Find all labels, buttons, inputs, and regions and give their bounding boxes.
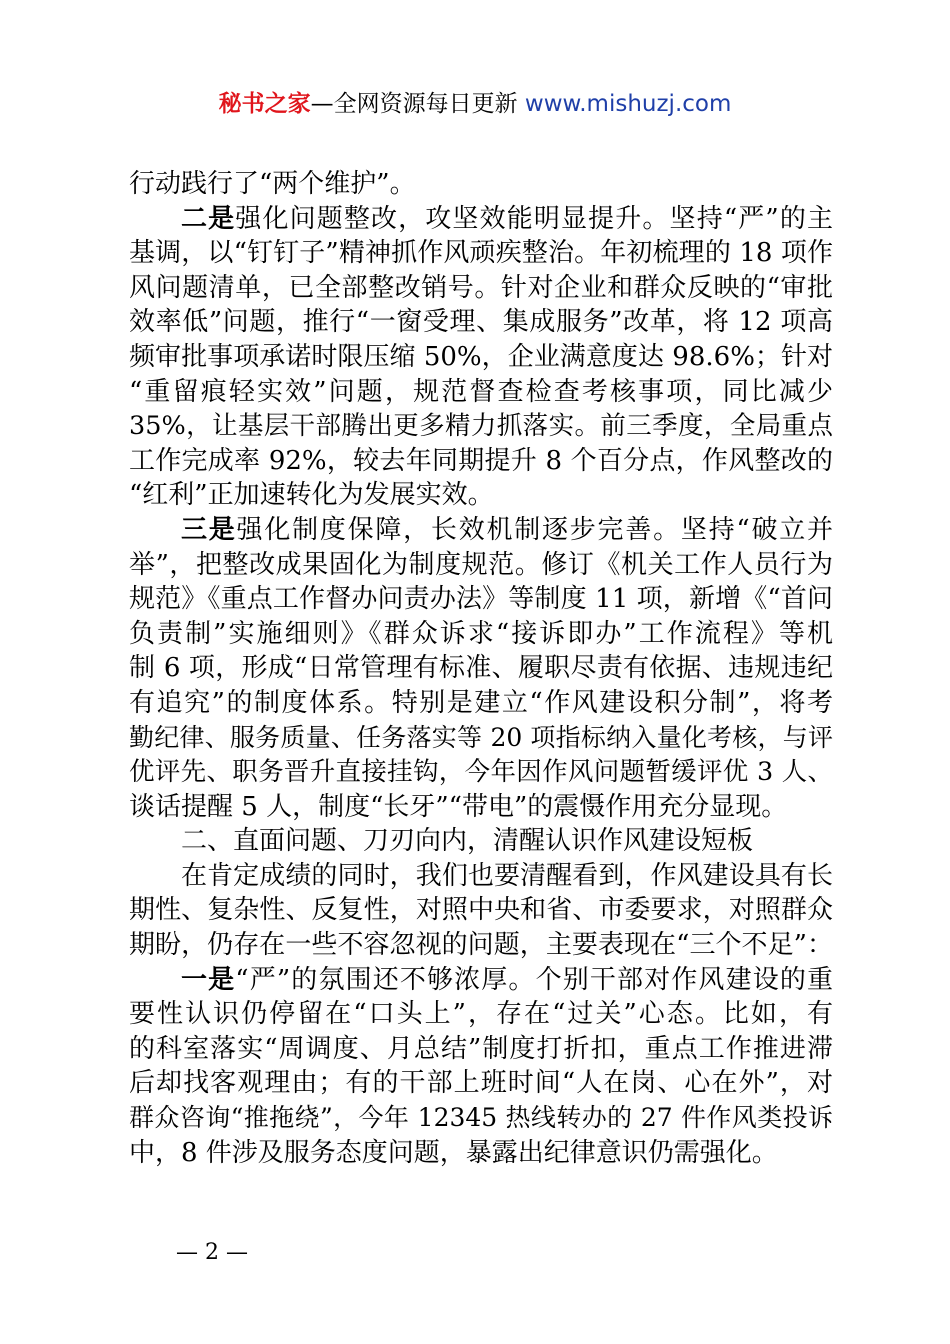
line-text: 谈话提醒 5 人，制度“长牙”“带电”的震慑作用充分显现。 (129, 791, 788, 822)
line-text: “严”的氛围还不够浓厚。个别干部对作风建设的重 (235, 964, 833, 995)
text-line (129, 375, 833, 410)
paragraph-lead: 三是 (181, 514, 237, 545)
text-line (129, 963, 833, 998)
line-text: 35%，让基层干部腾出更多精力抓落实。前三季度，全局重点 (129, 411, 833, 442)
text-line (129, 651, 833, 686)
paragraph-lead: 二是 (181, 203, 236, 234)
line-text: 后却找客观理由；有的干部上班时间“人在岗、心在外”，对 (129, 1068, 833, 1099)
text-line (129, 1032, 833, 1067)
header-tagline: —全网资源每日更新 (310, 91, 525, 117)
line-text: 二、直面问题、刀刃向内，清醒认识作风建设短板 (181, 826, 754, 857)
line-text: 强化问题整改，攻坚效能明显提升。坚持“严”的主 (235, 203, 833, 234)
text-line (129, 790, 833, 825)
line-text: 负责制”实施细则》《群众诉求“接诉即办”工作流程》等机 (129, 618, 833, 649)
line-text: 工作完成率 92%，较去年同期提升 8 个百分点，作风整改的 (129, 445, 833, 476)
text-line (129, 167, 833, 202)
line-text: 频审批事项承诺时限压缩 50%，企业满意度达 98.6%；针对 (129, 341, 833, 372)
line-text: 优评先、职务晋升直接挂钩，今年因作风问题暂缓评优 3 人、 (129, 757, 833, 788)
text-line (129, 582, 833, 617)
line-text: 行动践行了“两个维护”。 (129, 169, 416, 199)
page-number: — 2 — (176, 1240, 248, 1265)
text-line (129, 824, 833, 859)
text-line (129, 340, 833, 375)
paragraph-lead: 一是 (181, 964, 236, 995)
line-text: 群众咨询“推拖绕”，今年 12345 热线转办的 27 件作风类投诉 (129, 1103, 833, 1133)
line-text: 制 6 项，形成“日常管理有标准、履职尽责有依据、违规违纪 (129, 653, 833, 684)
line-text: 举”，把整改成果固化为制度规范。修订《机关工作人员行为 (129, 549, 833, 580)
text-line (129, 513, 833, 548)
text-line (129, 1066, 833, 1101)
line-text: 期性、复杂性、反复性，对照中央和省、市委要求，对照群众 (129, 895, 833, 926)
line-text: 规范》《重点工作督办问责办法》等制度 11 项，新增《“首问 (129, 584, 833, 615)
line-text: 勤纪律、服务质量、任务落实等 20 项指标纳入量化考核，与评 (129, 722, 833, 752)
line-text: 强化制度保障，长效机制逐步完善。坚持“破立并 (236, 514, 833, 545)
line-text: “红利”正加速转化为发展实效。 (129, 480, 494, 511)
line-text: 在肯定成绩的同时，我们也要清醒看到，作风建设具有长 (181, 860, 833, 891)
line-text: 效率低”问题，推行“一窗受理、集成服务”改革，将 12 项高 (129, 307, 833, 338)
site-url-link[interactable]: www.mishuzj.com (524, 91, 732, 117)
site-brand-name: 秘书之家 (218, 91, 311, 117)
text-line (129, 409, 833, 444)
text-line (129, 202, 833, 237)
text-line (129, 1101, 833, 1136)
text-line (129, 755, 833, 790)
line-text: 期盼，仍存在一些不容忽视的问题，主要表现在“三个不足”： (129, 930, 833, 961)
line-text: “重留痕轻实效”问题，规范督查检查考核事项，同比减少 (129, 376, 833, 407)
document-body (129, 167, 833, 1170)
text-line (129, 1136, 833, 1171)
line-text: 中，8 件涉及服务态度问题，暴露出纪律意识仍需强化。 (129, 1137, 778, 1168)
text-line (129, 236, 833, 271)
text-line (129, 893, 833, 928)
text-line (129, 548, 833, 583)
text-line (129, 478, 833, 513)
text-line (129, 617, 833, 652)
text-line (129, 444, 833, 479)
line-text: 风问题清单，已全部整改销号。针对企业和群众反映的“审批 (129, 272, 833, 303)
text-line (129, 271, 833, 306)
site-header-banner (0, 86, 950, 122)
text-line (129, 997, 833, 1032)
text-line (129, 305, 833, 340)
line-text: 有追究”的制度体系。特别是建立“作风建设积分制”，将考 (129, 687, 833, 718)
text-line (129, 928, 833, 963)
text-line (129, 721, 833, 756)
text-line (129, 686, 833, 721)
line-text: 要性认识仍停留在“口头上”，存在“过关”心态。比如，有 (129, 999, 833, 1030)
line-text: 基调，以“钉钉子”精神抓作风顽疾整治。年初梳理的 18 项作 (129, 238, 833, 269)
text-line (129, 859, 833, 894)
line-text: 的科室落实“周调度、月总结”制度打折扣，重点工作推进滞 (129, 1033, 833, 1064)
